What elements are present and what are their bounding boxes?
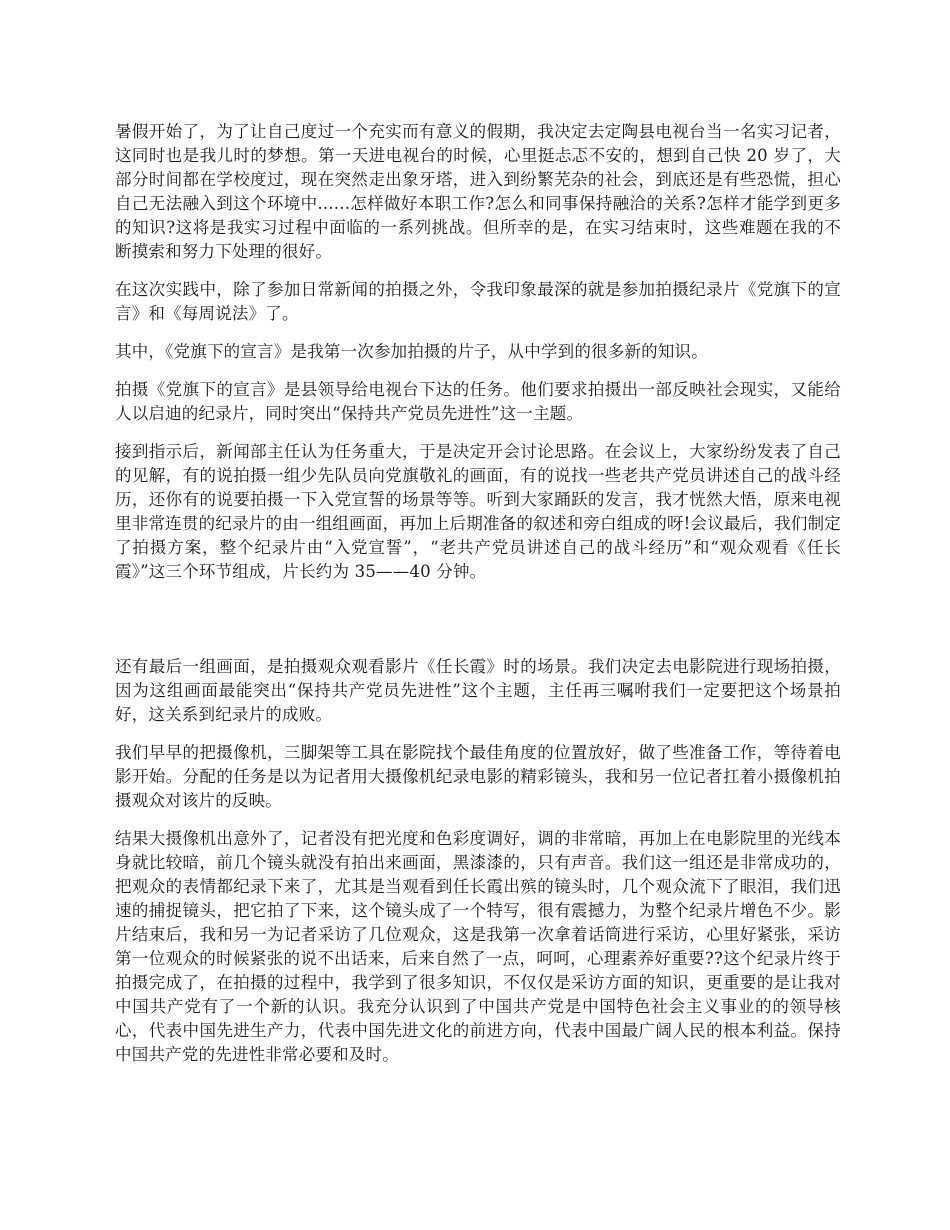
paragraph: 结果大摄像机出意外了，记者没有把光度和色彩度调好，调的非常暗，再加上在电影院里的光线本身就比较暗，前几个镜头就没有拍出来画面，黑漆漆的，只有声音。我们这一组还是非常成功的，把观众的表情都纪录下来了，尤其是当观看到任长霞出殡的镜头时，几个观众流下了眼泪，我们迅速的捕捉镜头，把它拍了下来，这个镜头成了一个特写，很有震撼力，为整个纪录片增色不少。影片结束后，我和另一为记者采访了几位观众，这是我第一次拿着话筒进行采访，心里好紧张，采访第一位观众的时候紧张的说不出话来，后来自然了一点，呵呵，心理素养好重要??这个纪录片终于拍摄完成了，在拍摄的过程中，我学到了很多知识，不仅仅是采访方面的知识，更重要的是让我对中国共产党有了一个新的认识。我充分认识到了中国共产党是中国特色社会主义事业的的领导核心，代表中国先进生产力，代表中国先进文化的前进方向，代表中国最广阔人民的根本利益。保持中国共产党的先进性非常必要和及时。 bbox=[115, 829, 841, 1064]
paragraph: 其中，《党旗下的宣言》是我第一次参加拍摄的片子，从中学到的很多新的知识。 bbox=[115, 342, 708, 361]
paragraph: 暑假开始了，为了让自己度过一个充实而有意义的假期，我决定去定陶县电视台当一名实习记者，这同时也是我儿时的梦想。第一天进电视台的时候，心里挺忐忑不安的，想到自己快 20 岁了，大部分时间都在学校度过，现在突然走出象牙塔，进入到纷繁芜杂的社会，到底还是有些恐慌，担心自己无法融入到这个环境中......怎样做好本职工作?怎么和同事保持融洽的关系?怎样才能学到更多的知识?这将是我实习过程中面临的一系列挑战。但所幸的是，在实习结束时，这些难题在我的不断摸索和努力下处理的很好。 bbox=[115, 122, 841, 261]
text-section-1 bbox=[115, 120, 841, 598]
text-section-2 bbox=[115, 655, 841, 1081]
paragraph: 拍摄《党旗下的宣言》是县领导给电视台下达的任务。他们要求拍摄出一部反映社会现实，又能给人以启迪的纪录片，同时突出“保持共产党员先进性”这一主题。 bbox=[115, 380, 841, 423]
paragraph: 还有最后一组画面，是拍摄观众观看影片《任长霞》时的场景。我们决定去电影院进行现场拍摄，因为这组画面最能突出“保持共产党员先进性”这个主题，主任再三嘱咐我们一定要把这个场景拍好，这关系到纪录片的成败。 bbox=[115, 657, 841, 724]
paragraph: 在这次实践中，除了参加日常新闻的拍摄之外，令我印象最深的就是参加拍摄纪录片《党旗下的宣言》和《每周说法》了。 bbox=[115, 280, 841, 323]
paragraph: 我们早早的把摄像机，三脚架等工具在影院找个最佳角度的位置放好，做了些准备工作，等待着电影开始。分配的任务是以为记者用大摄像机纪录电影的精彩镜头，我和另一位记者扛着小摄像机拍摄观众对该片的反映。 bbox=[115, 743, 841, 810]
paragraph: 接到指示后，新闻部主任认为任务重大，于是决定开会讨论思路。在会议上，大家纷纷发表了自己的见解，有的说拍摄一组少先队员向党旗敬礼的画面，有的说找一些老共产党员讲述自己的战斗经历，还你有的说要拍摄一下入党宣誓的场景等等。听到大家踊跃的发言，我才恍然大悟，原来电视里非常连贯的纪录片的由一组组画面，再加上后期准备的叙述和旁白组成的呀!会议最后，我们制定了拍摄方案，整个纪录片由“入党宣誓”，“老共产党员讲述自己的战斗经历”和“观众观看《任长霞》”这三个环节组成，片长约为 35——40 分钟。 bbox=[115, 442, 841, 581]
